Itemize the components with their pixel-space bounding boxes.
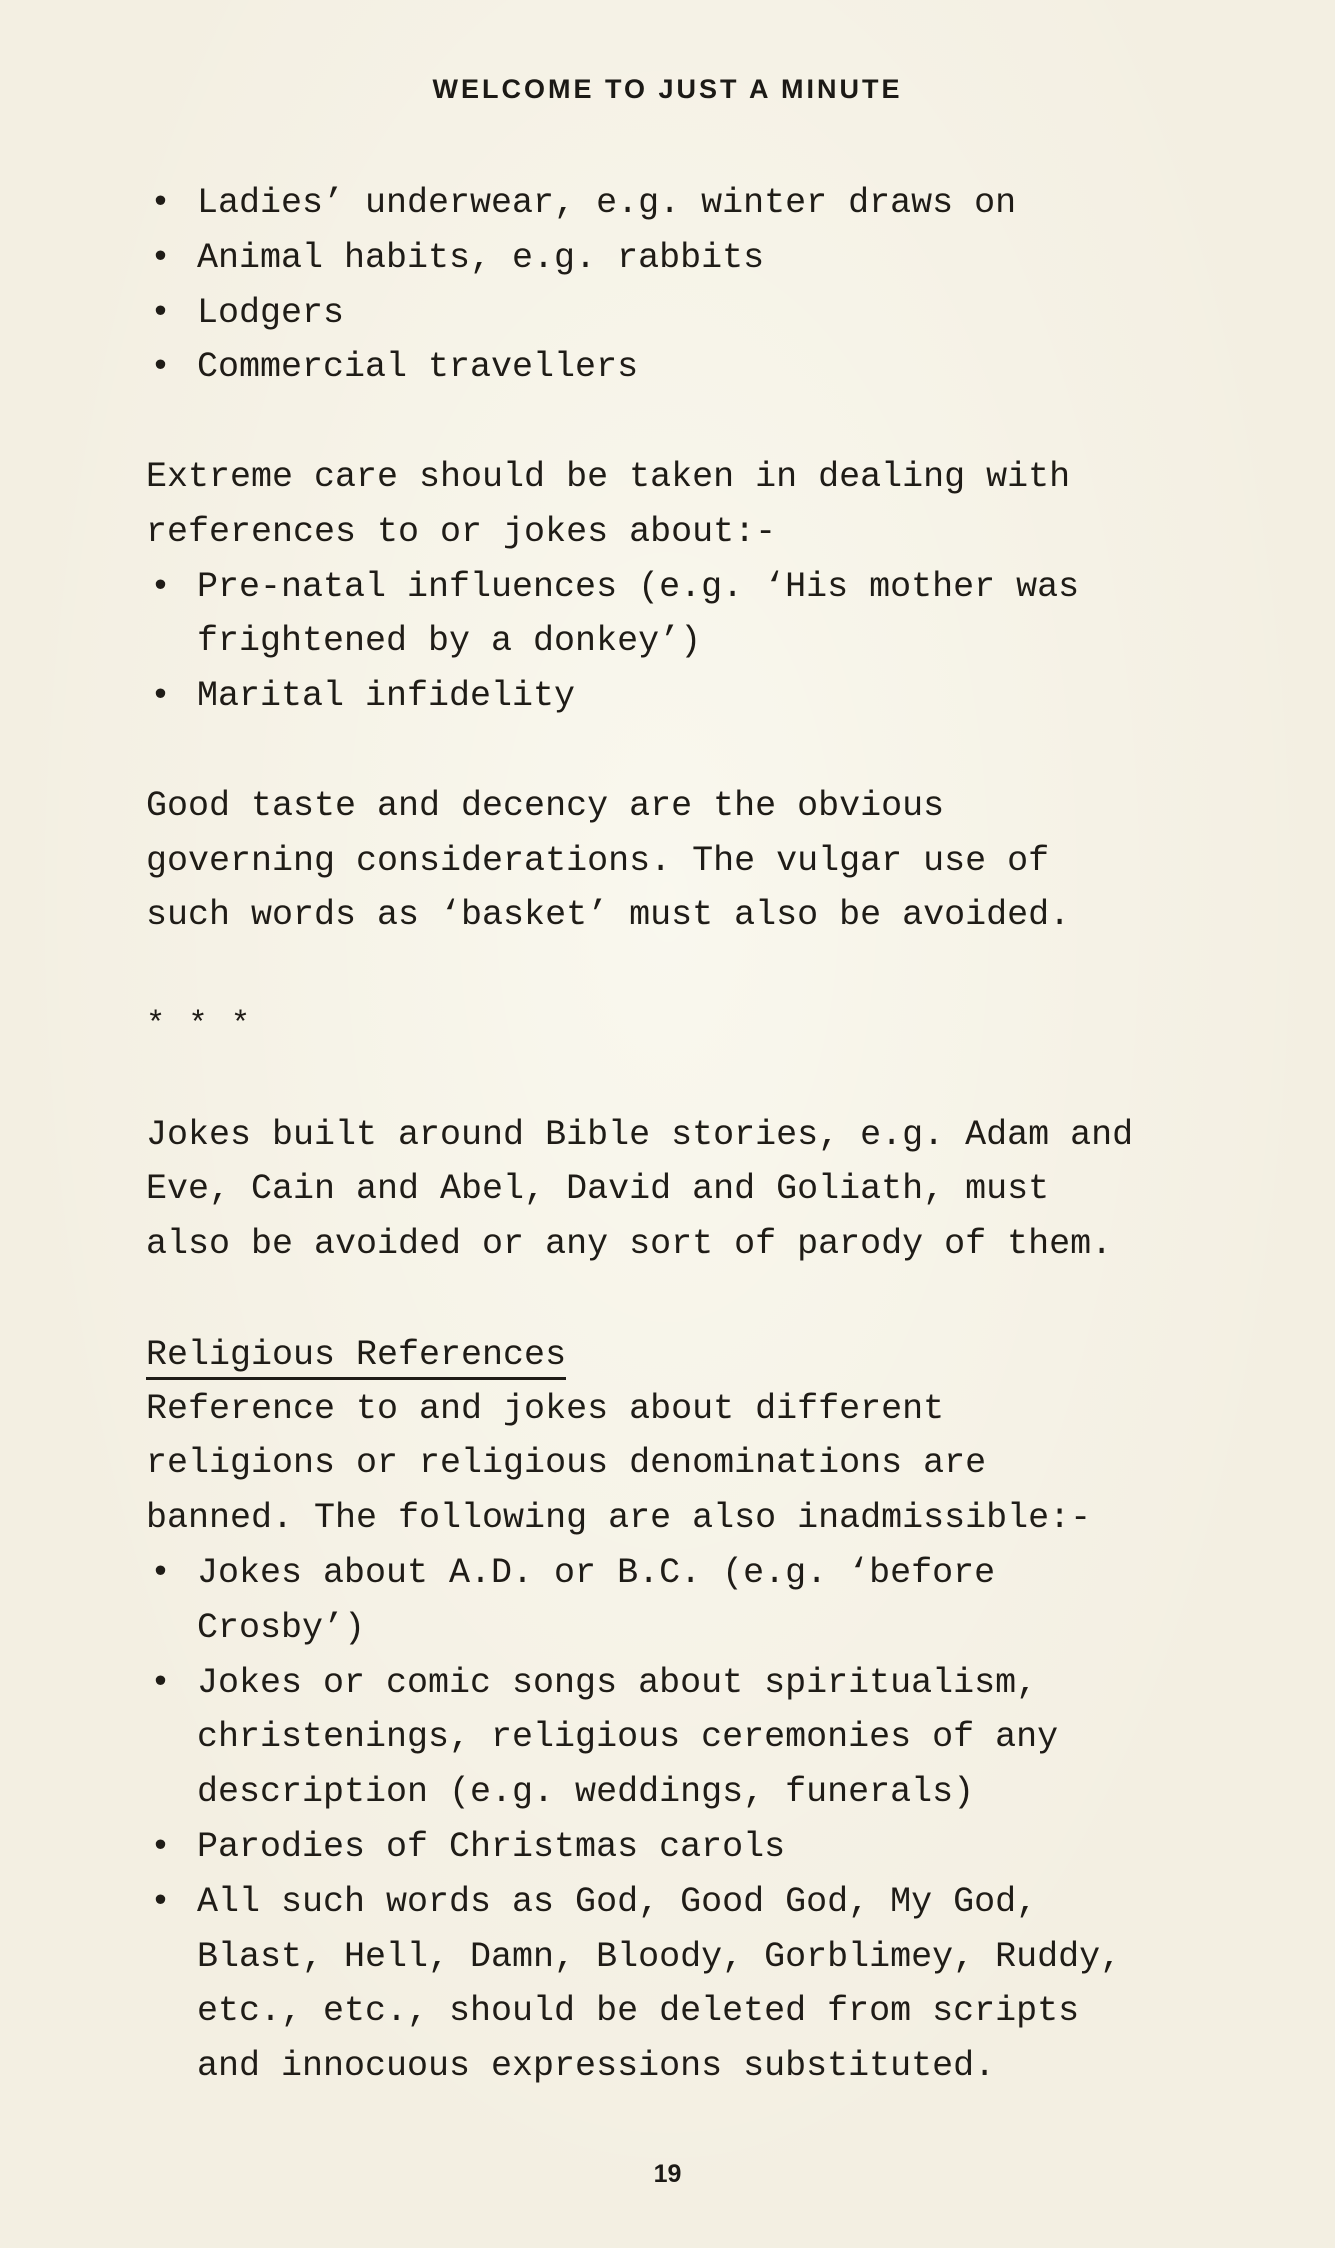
list-item-text: Lodgers xyxy=(197,292,345,333)
list-item-text: Jokes about A.D. or B.C. (e.g. ‘before xyxy=(197,1552,996,1593)
section-separator: * * * xyxy=(146,1005,253,1043)
list-item-text: All such words as God, Good God, My God, xyxy=(197,1881,1038,1922)
paragraph-line: governing considerations. The vulgar use of xyxy=(146,840,1050,881)
bullet-icon: • xyxy=(150,237,172,278)
list-item xyxy=(146,1875,1296,1930)
list-item xyxy=(146,1546,1296,1601)
paragraph-line: Jokes built around Bible stories, e.g. Adam and xyxy=(146,1114,1134,1155)
paragraph-line: Extreme care should be taken in dealing with xyxy=(146,456,1071,497)
paragraph-gap xyxy=(146,395,1296,450)
bullet-icon: • xyxy=(150,676,172,717)
paragraph-gap xyxy=(146,943,1296,998)
list-item-continuation: description (e.g. weddings, funerals) xyxy=(197,1772,975,1813)
paragraph-line: banned. The following are also inadmissible:- xyxy=(146,1498,1092,1539)
bullet-icon: • xyxy=(150,347,172,388)
list-item-continuation: Blast, Hell, Damn, Bloody, Gorblimey, Ruddy, xyxy=(197,1936,1122,1977)
list-item xyxy=(146,231,1296,286)
list-item-continuation: and innocuous expressions substituted. xyxy=(197,2046,996,2087)
bullet-icon: • xyxy=(150,1881,172,1922)
list-item xyxy=(146,340,1296,395)
list-item xyxy=(146,669,1296,724)
page-body xyxy=(146,176,1296,2094)
paragraph-line: also be avoided or any sort of parody of them. xyxy=(146,1224,1113,1265)
list-item-text: Ladies’ underwear, e.g. winter draws on xyxy=(197,183,1017,223)
bullet-icon: • xyxy=(150,1662,172,1703)
list-item-continuation: frightened by a donkey’) xyxy=(197,621,702,662)
list-item-text: Parodies of Christmas carols xyxy=(197,1826,786,1867)
list-item-text: Commercial travellers xyxy=(197,347,639,388)
bullet-icon: • xyxy=(150,566,172,607)
list-item xyxy=(146,1820,1296,1875)
section-heading-row xyxy=(146,1327,1296,1382)
list-item xyxy=(146,286,1296,341)
list-item-text: Animal habits, e.g. rabbits xyxy=(197,237,765,278)
paragraph-line: religions or religious denominations are xyxy=(146,1443,987,1484)
bullet-icon: • xyxy=(150,292,172,333)
list-item-continuation: etc., etc., should be deleted from scripts xyxy=(197,1991,1080,2032)
list-item-text: Marital infidelity xyxy=(197,676,576,717)
paragraph-gap xyxy=(146,1053,1296,1108)
paragraph-line: such words as ‘basket’ must also be avoided. xyxy=(146,895,1071,936)
list-item xyxy=(146,560,1296,615)
paragraph-line: Good taste and decency are the obvious xyxy=(146,785,945,826)
bullet-icon: • xyxy=(150,1826,172,1867)
list-item-text: Jokes or comic songs about spiritualism, xyxy=(197,1662,1038,1703)
paragraph-line: Eve, Cain and Abel, David and Goliath, must xyxy=(146,1169,1050,1210)
paragraph-line: Reference to and jokes about different xyxy=(146,1388,945,1429)
section-heading: Religious References xyxy=(146,1333,566,1380)
running-head: WELCOME TO JUST A MINUTE xyxy=(432,74,903,104)
list-item xyxy=(146,176,1296,231)
list-item xyxy=(146,1656,1296,1711)
paragraph-gap xyxy=(146,724,1296,779)
paragraph-gap xyxy=(146,1272,1296,1327)
list-item-continuation: Crosby’) xyxy=(197,1607,366,1648)
paragraph-line: references to or jokes about:- xyxy=(146,511,777,552)
page-number: 19 xyxy=(653,2160,682,2188)
bullet-icon: • xyxy=(150,1552,172,1593)
bullet-icon: • xyxy=(150,183,172,223)
list-item-continuation: christenings, religious ceremonies of any xyxy=(197,1717,1059,1758)
list-item-text: Pre-natal influences (e.g. ‘His mother was xyxy=(197,566,1080,607)
